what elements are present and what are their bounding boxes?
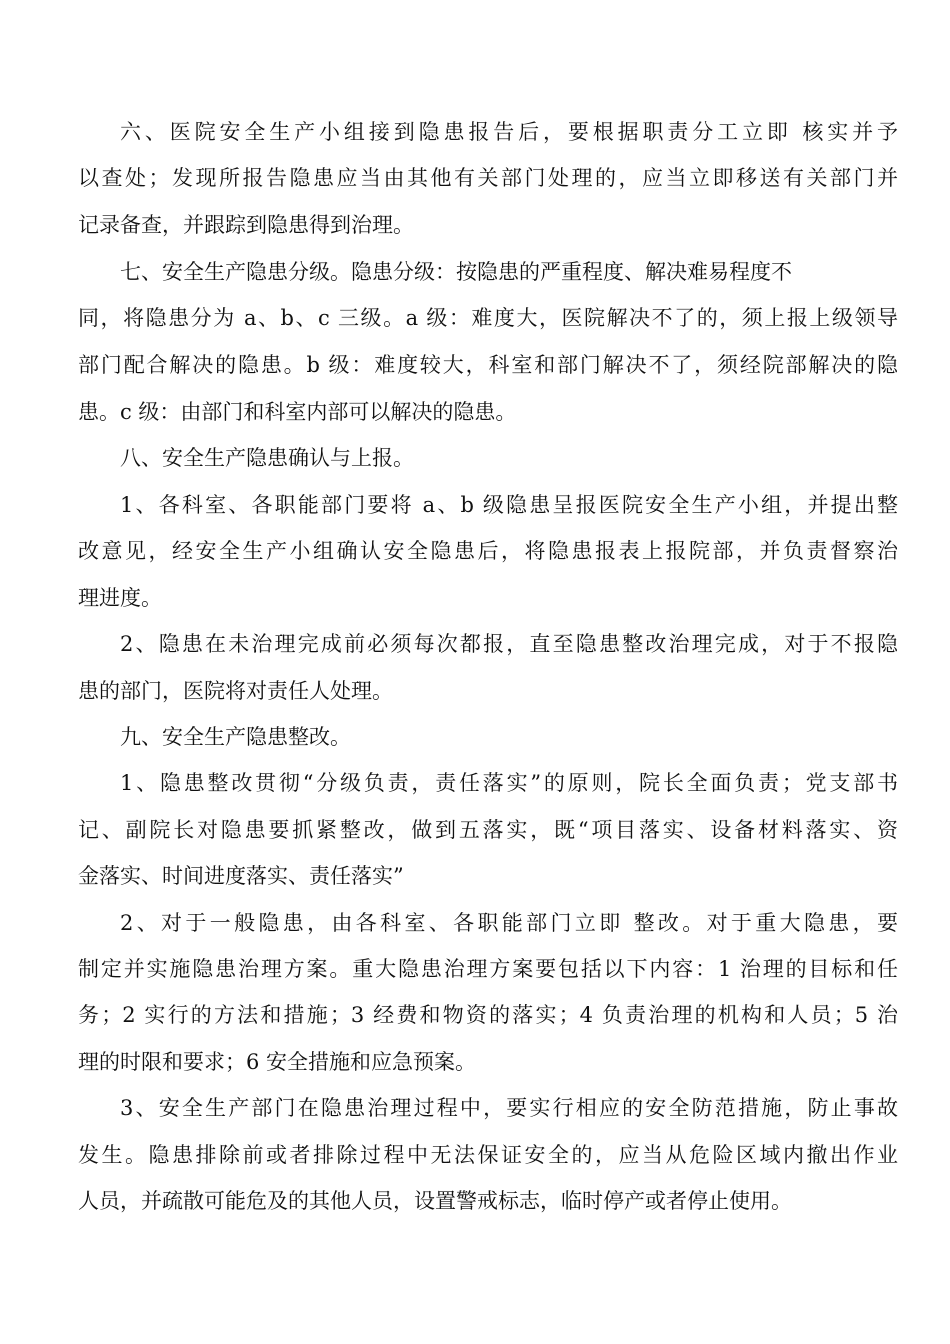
text-line: 3、安全生产部门在隐患治理过程中，要实行相应的安全防范措施，防止事故 [120,1096,898,1120]
text-line: 务；2 实行的方法和措施；3 经费和物资的落实；4 负责治理的机构和人员；5 治 [78,1003,898,1027]
text-line: 改意见，经安全生产小组确认安全隐患后，将隐患报表上报院部，并负责督察治 [78,539,898,563]
text-line: 理的时限和要求；6 安全措施和应急预案。 [78,1050,477,1074]
text-line: 理进度。 [78,586,162,610]
text-line: 患的部门，医院将对责任人处理。 [78,679,393,703]
text-line: 金落实、时间进度落实、责任落实” [78,864,404,888]
text-line: 以查处；发现所报告隐患应当由其他有关部门处理的，应当立即移送有关部门并 [78,166,898,190]
text-line: 2、隐患在未治理完成前必须每次都报，直至隐患整改治理完成，对于不报隐 [120,632,898,656]
text-line: 同，将隐患分为 a、b、c 三级。a 级：难度大，医院解决不了的，须上报上级领导 [78,306,898,330]
text-line: 1、各科室、各职能部门要将 a、b 级隐患呈报医院安全生产小组，并提出整 [120,493,898,517]
text-line: 人员，并疏散可能危及的其他人员，设置警戒标志，临时停产或者停止使用。 [78,1189,792,1213]
text-line: 制定并实施隐患治理方案。重大隐患治理方案要包括以下内容：1 治理的目标和任 [78,957,898,981]
text-line: 患。c 级：由部门和科室内部可以解决的隐患。 [78,400,517,424]
text-line: 六、医院安全生产小组接到隐患报告后，要根据职责分工立即 核实并予 [120,120,898,144]
text-line: 发生。隐患排除前或者排除过程中无法保证安全的，应当从危险区域内撤出作业 [78,1143,898,1167]
text-line: 七、安全生产隐患分级。隐患分级：按隐患的严重程度、解决难易程度不 [120,260,792,284]
text-line: 部门配合解决的隐患。b 级：难度较大，科室和部门解决不了，须经院部解决的隐 [78,353,898,377]
text-line: 记、副院长对隐患要抓紧整改，做到五落实，既“项目落实、设备材料落实、资 [78,818,898,842]
text-line: 记录备查，并跟踪到隐患得到治理。 [78,213,414,237]
text-line: 1、隐患整改贯彻“分级负责，责任落实”的原则，院长全面负责；党支部书 [120,771,898,795]
text-line: 2、对于一般隐患，由各科室、各职能部门立即 整改。对于重大隐患，要 [120,911,898,935]
section-heading: 九、安全生产隐患整改。 [120,725,351,749]
section-heading: 八、安全生产隐患确认与上报。 [120,446,414,470]
